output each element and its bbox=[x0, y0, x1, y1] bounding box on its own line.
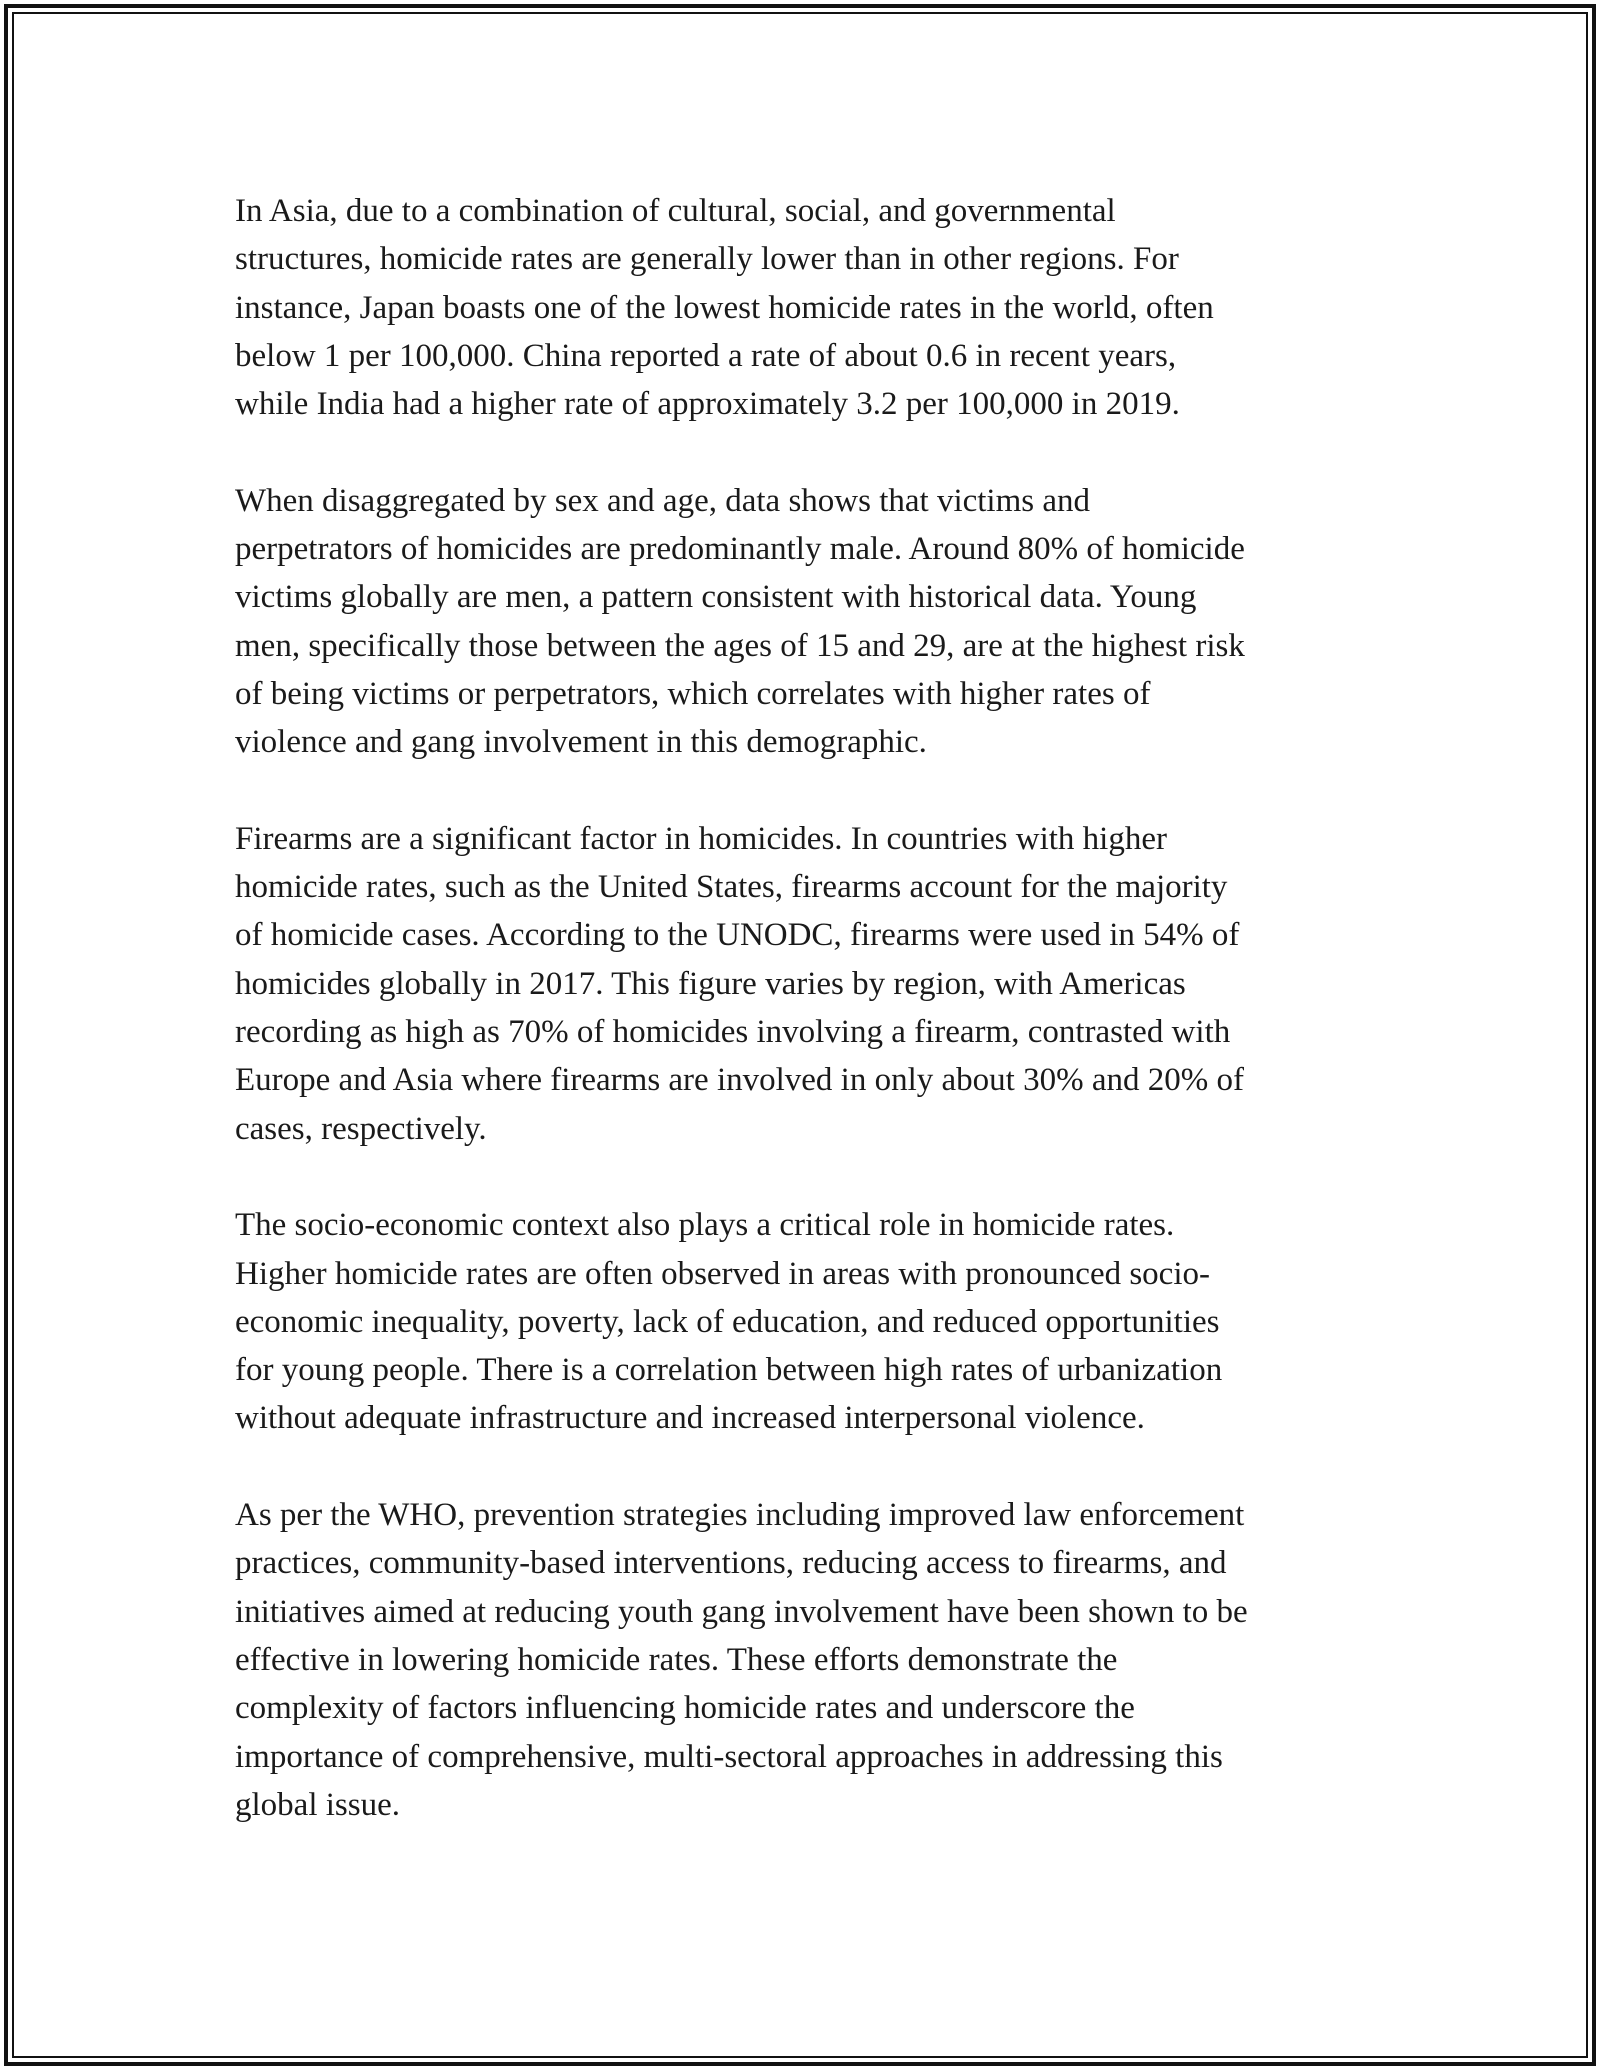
text-line: without adequate infrastructure and increased interpersonal violence. bbox=[235, 1400, 1145, 1437]
text-line: practices, community-based interventions, reducing access to firearms, and bbox=[235, 1545, 1227, 1582]
text-line: for young people. There is a correlation between high rates of urbanization bbox=[235, 1352, 1223, 1389]
text-line: violence and gang involvement in this demographic. bbox=[235, 724, 927, 761]
text-line: homicide rates, such as the United States, firearms account for the majority bbox=[235, 869, 1228, 906]
text-line: perpetrators of homicides are predominantly male. Around 80% of homicide bbox=[235, 531, 1245, 568]
text-line: complexity of factors influencing homicide rates and underscore the bbox=[235, 1690, 1135, 1727]
text-line: initiatives aimed at reducing youth gang involvement have been shown to be bbox=[235, 1593, 1248, 1630]
paragraph-firearms bbox=[235, 815, 1370, 1153]
text-line: global issue. bbox=[235, 1786, 400, 1823]
text-line: effective in lowering homicide rates. These efforts demonstrate the bbox=[235, 1641, 1118, 1678]
text-line: As per the WHO, prevention strategies including improved law enforcement bbox=[235, 1497, 1245, 1534]
text-line: importance of comprehensive, multi-sectoral approaches in addressing this bbox=[235, 1738, 1223, 1775]
text-line: men, specifically those between the ages of 15 and 29, are at the highest risk bbox=[235, 627, 1245, 664]
paragraph-asia-rates bbox=[235, 187, 1370, 428]
document-body bbox=[235, 187, 1370, 1877]
text-line: of homicide cases. According to the UNODC, firearms were used in 54% of bbox=[235, 917, 1240, 954]
text-line: cases, respectively. bbox=[235, 1110, 487, 1147]
text-line: recording as high as 70% of homicides involving a firearm, contrasted with bbox=[235, 1014, 1231, 1051]
paragraph-prevention bbox=[235, 1491, 1370, 1829]
text-line: Higher homicide rates are often observed in areas with pronounced socio- bbox=[235, 1255, 1210, 1292]
text-line: while India had a higher rate of approximately 3.2 per 100,000 in 2019. bbox=[235, 386, 1180, 423]
text-line: When disaggregated by sex and age, data shows that victims and bbox=[235, 482, 1091, 519]
text-line: Europe and Asia where firearms are involved in only about 30% and 20% of bbox=[235, 1062, 1244, 1099]
text-line: below 1 per 100,000. China reported a rate of about 0.6 in recent years, bbox=[235, 337, 1177, 374]
text-line: victims globally are men, a pattern consistent with historical data. Young bbox=[235, 579, 1197, 616]
text-line: Firearms are a significant factor in homicides. In countries with higher bbox=[235, 820, 1167, 857]
text-line: In Asia, due to a combination of cultural, social, and governmental bbox=[235, 193, 1116, 229]
text-line: structures, homicide rates are generally lower than in other regions. For bbox=[235, 241, 1179, 278]
text-line: of being victims or perpetrators, which correlates with higher rates of bbox=[235, 675, 1151, 712]
text-line: economic inequality, poverty, lack of education, and reduced opportunities bbox=[235, 1303, 1220, 1340]
text-line: The socio-economic context also plays a critical role in homicide rates. bbox=[235, 1207, 1175, 1244]
paragraph-sex-age bbox=[235, 477, 1370, 767]
text-line: homicides globally in 2017. This figure varies by region, with Americas bbox=[235, 965, 1186, 1002]
paragraph-socio-economic bbox=[235, 1201, 1370, 1442]
text-line: instance, Japan boasts one of the lowest homicide rates in the world, often bbox=[235, 289, 1214, 326]
